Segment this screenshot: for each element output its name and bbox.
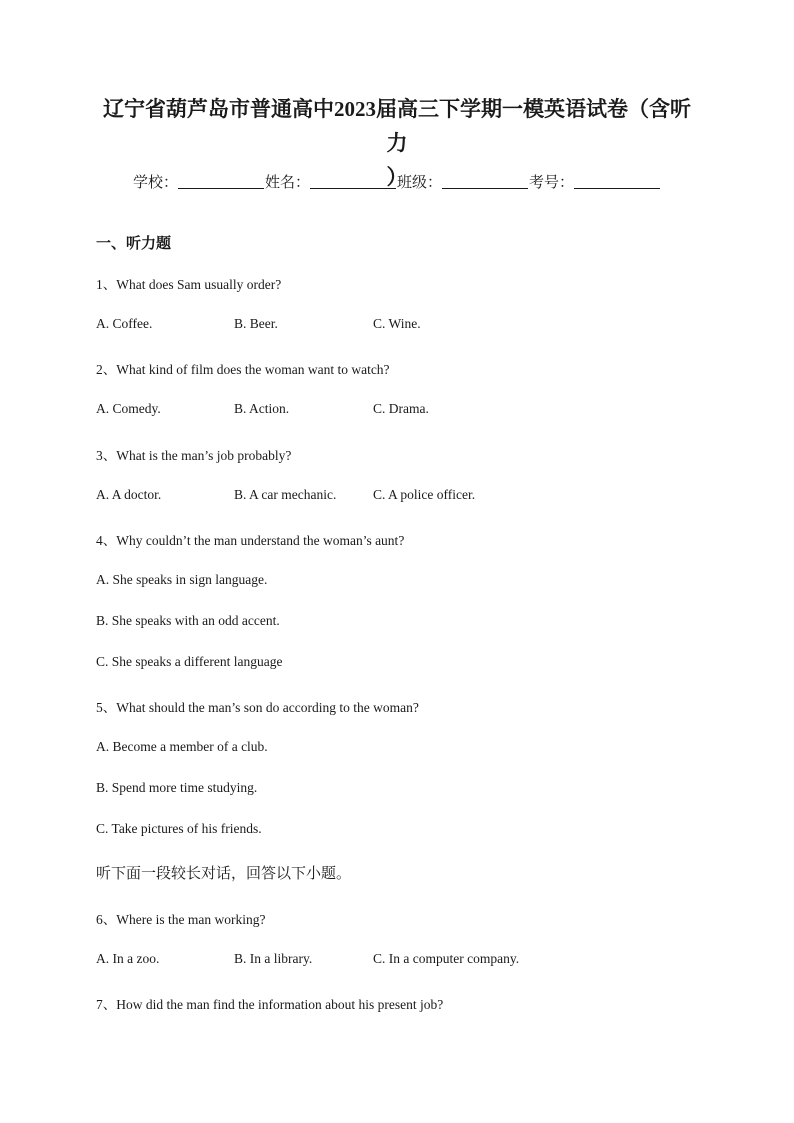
question-5-option-a: A. Become a member of a club. (96, 739, 268, 754)
student-info-row (0, 171, 794, 192)
option-b: B. In a library. (234, 951, 313, 966)
name-blank[interactable] (310, 174, 396, 189)
name-label: 姓名： (264, 175, 310, 191)
question-4-option-a: A. She speaks in sign language. (96, 572, 268, 587)
question-1-stem: 1、What does Sam usually order? (96, 277, 282, 292)
option-a: A. Coffee. (96, 316, 153, 331)
school-label: 学校： (132, 175, 178, 191)
option-a: A. In a zoo. (96, 951, 160, 966)
section-heading: 一、听力题 (96, 236, 172, 252)
class-blank[interactable] (442, 174, 528, 189)
option-c: C. A police officer. (373, 487, 476, 502)
number-label: 考号： (529, 175, 575, 191)
question-4-option-b: B. She speaks with an odd accent. (96, 613, 280, 628)
question-2-stem: 2、What kind of film does the woman want to watch? (96, 362, 390, 377)
option-c: C. In a computer company. (373, 951, 520, 966)
question-3-stem: 3、What is the man’s job probably? (96, 448, 292, 463)
option-c: C. Wine. (373, 316, 421, 331)
listening-instruction: 听下面一段较长对话，回答以下小题。 (96, 866, 352, 882)
option-c: C. Drama. (373, 401, 429, 416)
option-a: A. Comedy. (96, 401, 161, 416)
class-label: 班级： (397, 175, 443, 191)
question-6-stem: 6、Where is the man working? (96, 912, 266, 927)
option-b: B. A car mechanic. (234, 487, 337, 502)
option-a: A. A doctor. (96, 487, 162, 502)
school-blank[interactable] (178, 174, 264, 189)
title-line-2: ） (386, 165, 408, 189)
question-7-stem: 7、How did the man find the information about his present job? (96, 997, 444, 1012)
question-4-stem: 4、Why couldn’t the man understand the woman’s aunt? (96, 533, 405, 548)
option-b: B. Action. (234, 401, 290, 416)
question-5-stem: 5、What should the man’s son do according to the woman? (96, 700, 419, 715)
number-blank[interactable] (574, 174, 660, 189)
question-5-option-c: C. Take pictures of his friends. (96, 821, 262, 836)
question-5-option-b: B. Spend more time studying. (96, 780, 258, 795)
option-b: B. Beer. (234, 316, 278, 331)
title-line-1: 辽宁省葫芦岛市普通高中2023届高三下学期一模英语试卷（含听力 (103, 97, 691, 155)
question-4-option-c: C. She speaks a different language (96, 654, 283, 669)
